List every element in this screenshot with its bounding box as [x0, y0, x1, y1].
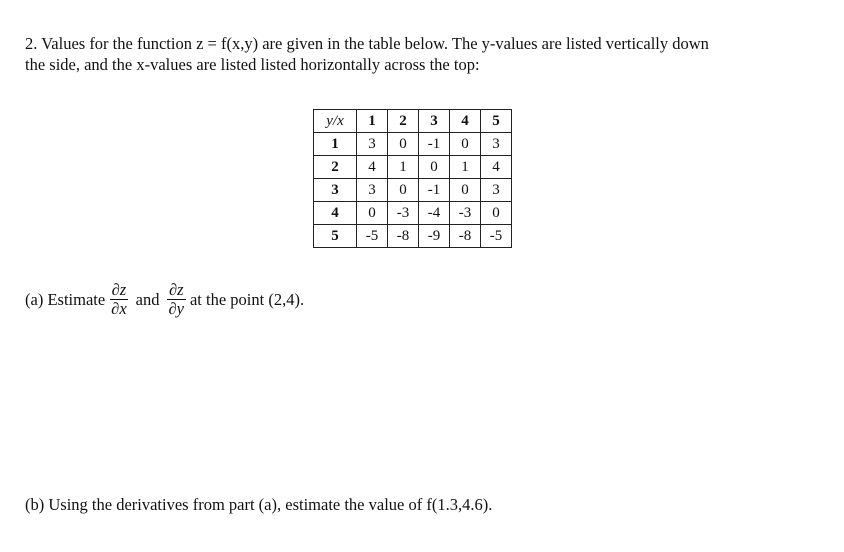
values-table-container [313, 109, 512, 248]
table-header-row [314, 110, 512, 133]
table-cell: -3 [450, 202, 481, 225]
table-cell: 0 [388, 133, 419, 156]
table-column-header: 2 [388, 110, 419, 133]
table-cell: 0 [481, 202, 512, 225]
part-a-prefix: (a) Estimate [25, 289, 106, 309]
table-row-header: 3 [314, 179, 357, 202]
part-a-and: and [135, 289, 160, 309]
table-row [314, 179, 512, 202]
table-cell: 4 [357, 156, 388, 179]
table-cell: 3 [481, 133, 512, 156]
part-b-question: (b) Using the derivatives from part (a), estimate the value of f(1.3,4.6). [25, 495, 493, 514]
table-row [314, 156, 512, 179]
table-cell: 3 [481, 179, 512, 202]
part-a-suffix: at the point (2,4). [189, 289, 305, 309]
table-cell: -8 [388, 225, 419, 248]
table-cell: 4 [481, 156, 512, 179]
question-intro [25, 33, 830, 75]
table-cell: 0 [419, 156, 450, 179]
table-cell: 1 [450, 156, 481, 179]
table-cell: -1 [419, 179, 450, 202]
partial-z-y-fraction [166, 281, 185, 318]
table-column-header: 3 [419, 110, 450, 133]
fraction-numerator: ∂z [111, 280, 127, 299]
table-row-header: 2 [314, 156, 357, 179]
table-column-header: 4 [450, 110, 481, 133]
table-row [314, 225, 512, 248]
question-intro-line-2: the side, and the x-values are listed listed horizontally across the top: [25, 55, 480, 74]
fraction-numerator: ∂z [168, 280, 184, 299]
fraction-denominator: ∂x [111, 299, 127, 318]
part-a-question [25, 281, 304, 318]
partial-z-x-fraction [109, 281, 128, 318]
table-row [314, 202, 512, 225]
table-row [314, 133, 512, 156]
table-row-header: 1 [314, 133, 357, 156]
table-cell: 3 [357, 133, 388, 156]
table-cell: -5 [357, 225, 388, 248]
table-cell: -1 [419, 133, 450, 156]
table-cell: -4 [419, 202, 450, 225]
table-column-header: 5 [481, 110, 512, 133]
fraction-denominator: ∂y [168, 299, 184, 318]
table-cell: -8 [450, 225, 481, 248]
table-cell: 0 [450, 179, 481, 202]
table-cell: 3 [357, 179, 388, 202]
table-cell: 0 [388, 179, 419, 202]
table-cell: -3 [388, 202, 419, 225]
question-intro-line-1: 2. Values for the function z = f(x,y) are given in the table below. The y-values are listed vertically down [25, 34, 709, 53]
table-row-header: 5 [314, 225, 357, 248]
table-row-header: 4 [314, 202, 357, 225]
table-column-header: 1 [357, 110, 388, 133]
table-cell: 0 [450, 133, 481, 156]
table-cell: -9 [419, 225, 450, 248]
values-table [313, 109, 512, 248]
table-cell: -5 [481, 225, 512, 248]
table-cell: 1 [388, 156, 419, 179]
table-corner-label: y/x [314, 110, 357, 133]
table-cell: 0 [357, 202, 388, 225]
